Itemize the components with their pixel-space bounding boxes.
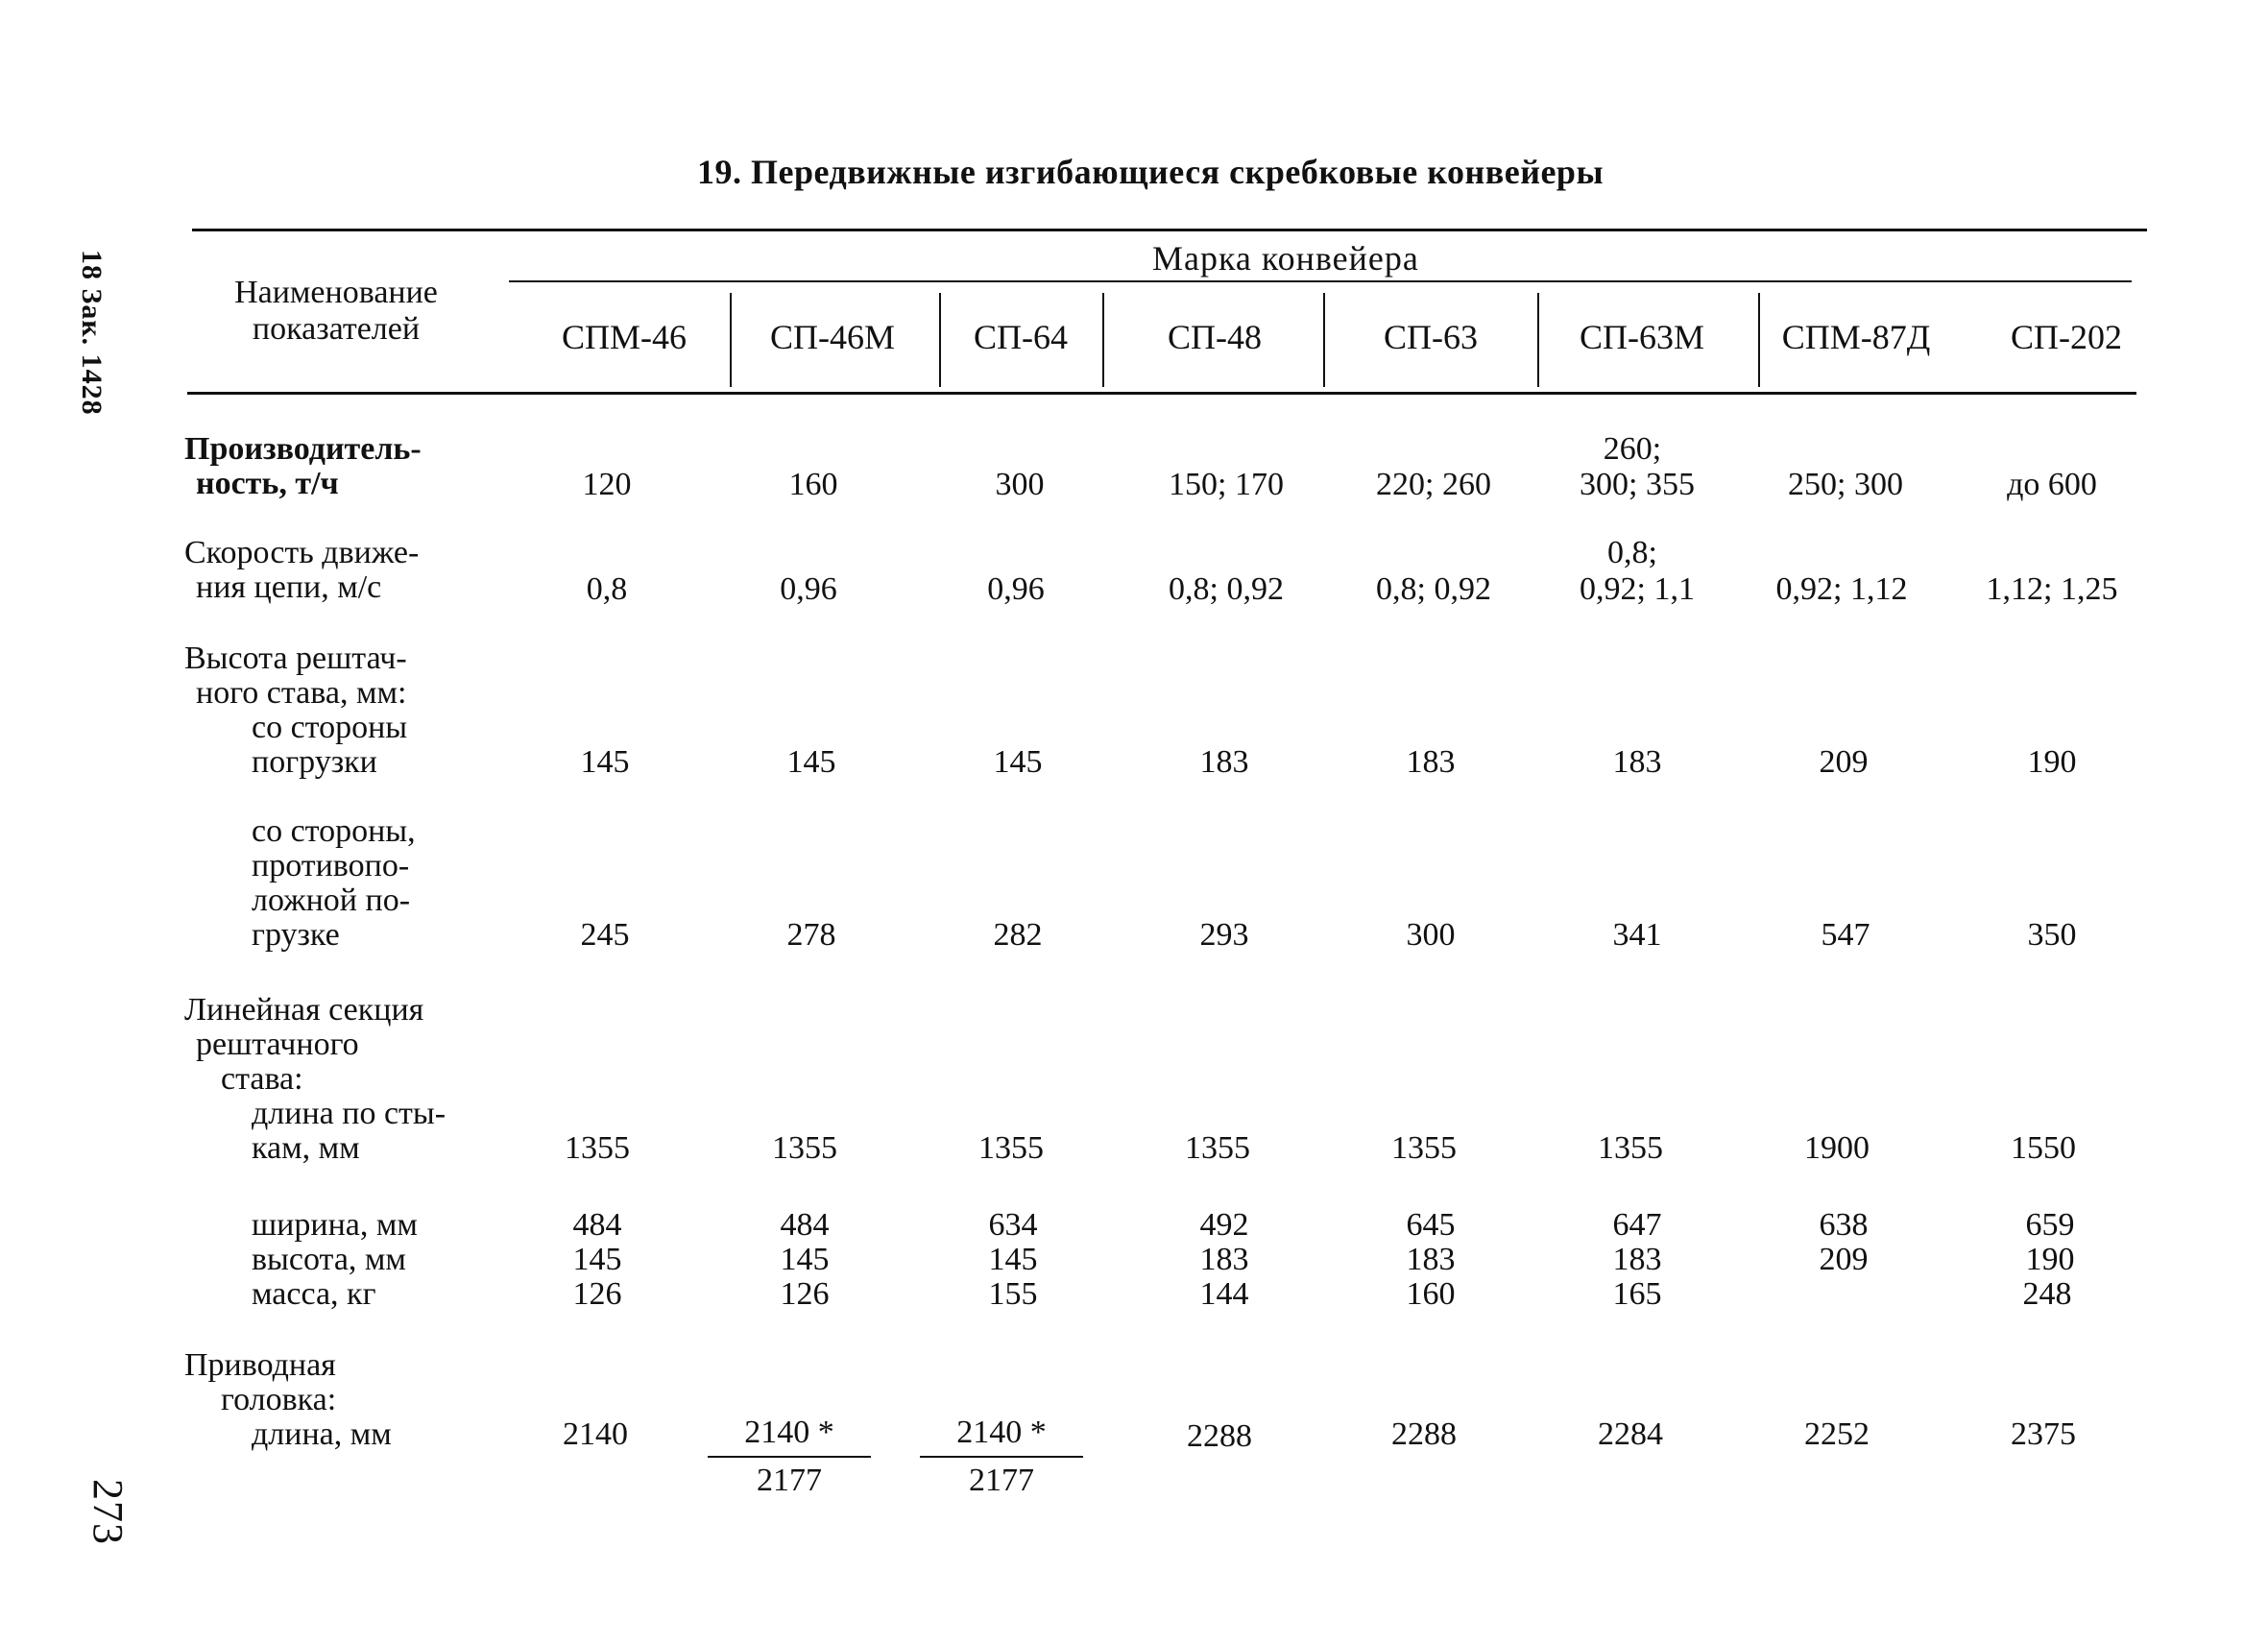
cell-speed-top: 0,8;: [1607, 535, 1657, 570]
row-label-height-opposite: со стороны, противопо- ложной по- грузке: [252, 813, 416, 953]
section-label-drive: Приводная головка:: [184, 1347, 337, 1417]
cell-drive-length-fraction: $\frac{2140 *}{2177}$: [708, 1414, 871, 1500]
col-header-sp202: СП-202: [2011, 318, 2122, 356]
cell-drive-length: 2140: [563, 1416, 628, 1452]
cell-height-load: 145: [580, 744, 630, 780]
cell-drive-length-fraction: $\frac{2140 *}{2177}$: [920, 1414, 1083, 1500]
cell-section-height: 190: [2025, 1242, 2075, 1277]
cell-section-height: 145: [780, 1242, 830, 1277]
cell-height-opposite: 293: [1199, 917, 1249, 953]
cell-section-width: 492: [1199, 1207, 1249, 1243]
cell-speed: 0,96: [987, 571, 1045, 607]
cell-height-load: 190: [2027, 744, 2077, 780]
row-label-drive-length: длина, мм: [252, 1416, 392, 1452]
table-title: 19. Передвижные изгибающиеся скребковые конвейеры: [697, 153, 1604, 191]
cell-height-opposite: 245: [580, 917, 630, 953]
cell-drive-length: 2284: [1598, 1416, 1663, 1452]
cell-section-height: 183: [1199, 1242, 1249, 1277]
cell-speed: 0,92; 1,12: [1775, 571, 1908, 607]
col-header-spm46: СПМ-46: [561, 318, 687, 356]
col-separator: [1537, 293, 1539, 387]
cell-speed: 0,8: [586, 571, 628, 607]
cell-drive-length: 2252: [1804, 1416, 1870, 1452]
cell-section-height: 183: [1612, 1242, 1662, 1277]
section-label-linear: Линейная секция рештачного става:: [184, 992, 424, 1097]
cell-height-opposite: 300: [1406, 917, 1456, 953]
cell-section-width: 647: [1612, 1207, 1662, 1243]
col-header-spm87d: СПМ-87Д: [1781, 318, 1931, 356]
cell-section-height: 183: [1406, 1242, 1456, 1277]
col-header-sp63: СП-63: [1384, 318, 1478, 356]
cell-height-opposite: 282: [993, 917, 1043, 953]
cell-section-length: 1355: [565, 1130, 630, 1166]
cell-prod: 150; 170: [1169, 467, 1284, 502]
cell-section-mass: 126: [780, 1276, 830, 1312]
cell-speed: 0,96: [780, 571, 837, 607]
cell-prod: 220; 260: [1376, 467, 1491, 502]
cell-drive-length: 2288: [1391, 1416, 1457, 1452]
cell-height-opposite: 341: [1612, 917, 1662, 953]
row-label-section-mass: масса, кг: [252, 1276, 376, 1312]
cell-speed: 0,8; 0,92: [1169, 571, 1284, 607]
cell-prod: 120: [582, 467, 632, 502]
cell-prod: 300; 355: [1580, 467, 1695, 502]
cell-section-length: 1355: [1598, 1130, 1663, 1166]
cell-section-width: 645: [1406, 1207, 1456, 1243]
cell-section-length: 1355: [1391, 1130, 1457, 1166]
cell-drive-length: 2288: [1187, 1418, 1252, 1454]
cell-section-width: 659: [2025, 1207, 2075, 1243]
cell-height-opposite: 547: [1821, 917, 1870, 953]
row-label-productivity: Производитель- ность, т/ч: [184, 431, 422, 501]
cell-height-load: 145: [993, 744, 1043, 780]
header-bottom-rule: [187, 392, 2136, 395]
cell-height-load: 183: [1612, 744, 1662, 780]
col-separator: [1323, 293, 1325, 387]
cell-section-width: 484: [572, 1207, 622, 1243]
group-rule: [509, 280, 2132, 282]
cell-prod: 250; 300: [1788, 467, 1903, 502]
cell-speed: 0,8; 0,92: [1376, 571, 1491, 607]
cell-section-length: 1355: [1185, 1130, 1250, 1166]
brand-group-header: Марка конвейера: [1152, 239, 1419, 278]
row-label-section-width: ширина, мм: [252, 1207, 418, 1243]
row-label-height-load: со стороны погрузки: [252, 710, 408, 780]
col-header-sp48: СП-48: [1168, 318, 1262, 356]
cell-speed: 1,12; 1,25: [1986, 571, 2118, 607]
cell-section-mass: 144: [1199, 1276, 1249, 1312]
row-label-speed: Скорость движе- ния цепи, м/с: [184, 535, 420, 605]
cell-height-load: 145: [786, 744, 836, 780]
cell-section-width: 484: [780, 1207, 830, 1243]
cell-prod: до 600: [2007, 467, 2097, 502]
side-note: 18 Зак. 1428: [76, 250, 108, 416]
name-column-header: Наименование показателей: [234, 275, 438, 347]
cell-prod: 300: [995, 467, 1045, 502]
cell-section-mass: 160: [1406, 1276, 1456, 1312]
cell-drive-length: 2375: [2011, 1416, 2076, 1452]
cell-prod: 160: [788, 467, 838, 502]
cell-section-mass: 126: [572, 1276, 622, 1312]
cell-height-load: 209: [1819, 744, 1869, 780]
cell-section-mass: 165: [1612, 1276, 1662, 1312]
cell-section-length: 1355: [772, 1130, 837, 1166]
col-header-sp64: СП-64: [974, 318, 1068, 356]
cell-section-height: 209: [1819, 1242, 1869, 1277]
row-label-section-height: высота, мм: [252, 1242, 406, 1277]
top-rule: [192, 229, 2147, 231]
cell-section-length: 1355: [978, 1130, 1044, 1166]
row-label-section-length: длина по сты- кам, мм: [252, 1096, 446, 1166]
cell-section-length: 1900: [1804, 1130, 1870, 1166]
cell-height-opposite: 278: [786, 917, 836, 953]
section-label-height: Высота рештач- ного става, мм:: [184, 641, 407, 711]
cell-section-length: 1550: [2011, 1130, 2076, 1166]
cell-section-height: 145: [572, 1242, 622, 1277]
cell-section-mass: 155: [988, 1276, 1038, 1312]
col-header-sp63m: СП-63М: [1579, 318, 1704, 356]
cell-height-load: 183: [1406, 744, 1456, 780]
col-header-sp46m: СП-46М: [769, 318, 895, 356]
cell-speed: 0,92; 1,1: [1580, 571, 1695, 607]
cell-section-height: 145: [988, 1242, 1038, 1277]
page-number: 273: [84, 1479, 132, 1545]
cell-prod-top: 260;: [1603, 431, 1662, 467]
cell-height-opposite: 350: [2027, 917, 2077, 953]
cell-section-width: 634: [988, 1207, 1038, 1243]
cell-section-mass: 248: [2022, 1276, 2072, 1312]
cell-section-width: 638: [1819, 1207, 1869, 1243]
cell-height-load: 183: [1199, 744, 1249, 780]
